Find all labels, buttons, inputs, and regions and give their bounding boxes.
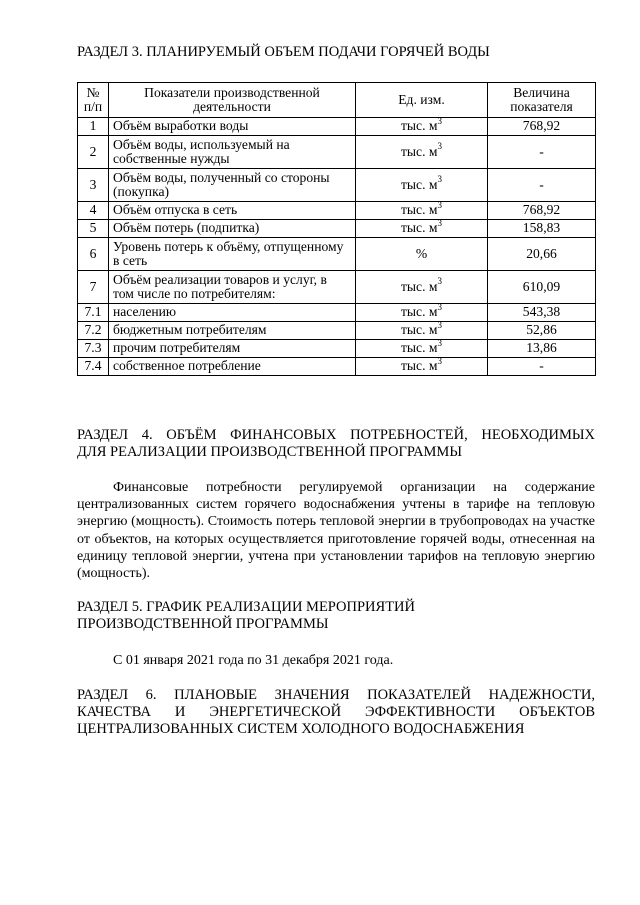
row-indicator: прочим потребителям <box>109 340 356 358</box>
row-unit: тыс. $м^3$ <box>356 340 488 358</box>
section-5-paragraph: С 01 января 2021 года по 31 декабря 2021 года. <box>113 653 394 668</box>
section-4-heading-line-2: ДЛЯ РЕАЛИЗАЦИИ ПРОИЗВОДСТВЕННОЙ ПРОГРАММЫ <box>77 444 462 460</box>
row-value: 20,66 <box>488 238 596 271</box>
section-4-paragraph: Финансовые потребности регулируемой организации на содержание централизованных систем горячего водоснабжения учтены в тарифе на тепловую энергию (мощность). Стоимость потерь тепловой энергии в трубопроводах на участке от объектов, на которых осуществляется приготовление горячей воды, отнесенная на единицу тепловой энергии, учтена при установлении тарифов на тепловую энергию (мощность). <box>77 480 595 582</box>
row-value: - <box>488 136 596 169</box>
row-indicator: Объём отпуска в сеть <box>109 202 356 220</box>
table-row <box>78 118 596 136</box>
row-value: 52,86 <box>488 322 596 340</box>
row-number: 7.4 <box>78 358 109 376</box>
row-number: 2 <box>78 136 109 169</box>
section-6-heading-line-3: ЦЕНТРАЛИЗОВАННЫХ СИСТЕМ ХОЛОДНОГО ВОДОСНАБЖЕНИЯ <box>77 721 525 737</box>
row-value: 768,92 <box>488 118 596 136</box>
row-value: - <box>488 169 596 202</box>
row-indicator: Объём выработки воды <box>109 118 356 136</box>
table-row <box>78 202 596 220</box>
header-number: № п/п <box>78 83 109 118</box>
table-row <box>78 136 596 169</box>
row-number: 7 <box>78 271 109 304</box>
row-number: 7.3 <box>78 340 109 358</box>
table-row <box>78 169 596 202</box>
section-5-heading-line-2: ПРОИЗВОДСТВЕННОЙ ПРОГРАММЫ <box>77 616 329 632</box>
table-row <box>78 220 596 238</box>
row-value: 13,86 <box>488 340 596 358</box>
row-unit: тыс. $м^3$ <box>356 220 488 238</box>
row-value: 158,83 <box>488 220 596 238</box>
row-number: 7.1 <box>78 304 109 322</box>
row-unit: тыс. $м^3$ <box>356 169 488 202</box>
section-6-heading-line-1: РАЗДЕЛ 6. ПЛАНОВЫЕ ЗНАЧЕНИЯ ПОКАЗАТЕЛЕЙ НАДЕЖНОСТИ, <box>77 687 595 703</box>
row-unit: тыс. $м^3$ <box>356 322 488 340</box>
row-number: 5 <box>78 220 109 238</box>
table-row <box>78 271 596 304</box>
row-number: 6 <box>78 238 109 271</box>
section-3-heading: РАЗДЕЛ 3. ПЛАНИРУЕМЫЙ ОБЪЕМ ПОДАЧИ ГОРЯЧЕЙ ВОДЫ <box>77 44 490 60</box>
row-value: 768,92 <box>488 202 596 220</box>
row-number: 1 <box>78 118 109 136</box>
table-row <box>78 238 596 271</box>
table-header-row <box>78 83 596 118</box>
table-row <box>78 358 596 376</box>
row-value: 610,09 <box>488 271 596 304</box>
row-unit: тыс. $м^3$ <box>356 136 488 169</box>
row-indicator: Объём потерь (подпитка) <box>109 220 356 238</box>
table-row <box>78 340 596 358</box>
table-row <box>78 304 596 322</box>
row-unit: тыс. $м^3$ <box>356 358 488 376</box>
row-indicator: населению <box>109 304 356 322</box>
row-unit: тыс. $м^3$ <box>356 304 488 322</box>
section-5-heading-line-1: РАЗДЕЛ 5. ГРАФИК РЕАЛИЗАЦИИ МЕРОПРИЯТИЙ <box>77 599 416 615</box>
row-indicator: бюджетным потребителям <box>109 322 356 340</box>
row-indicator: Объём воды, полученный со стороны (покупка) <box>109 169 356 202</box>
row-unit: тыс. $м^3$ <box>356 202 488 220</box>
row-indicator: Объём реализации товаров и услуг, в том числе по потребителям: <box>109 271 356 304</box>
row-indicator: Объём воды, используемый на собственные нужды <box>109 136 356 169</box>
row-value: - <box>488 358 596 376</box>
row-indicator: Уровень потерь к объёму, отпущенному в сеть <box>109 238 356 271</box>
row-unit: % <box>356 238 488 271</box>
section-4-heading-line-1: РАЗДЕЛ 4. ОБЪЁМ ФИНАНСОВЫХ ПОТРЕБНОСТЕЙ, НЕОБХОДИМЫХ <box>77 427 595 443</box>
row-number: 7.2 <box>78 322 109 340</box>
row-unit: тыс. $м^3$ <box>356 271 488 304</box>
row-value: 543,38 <box>488 304 596 322</box>
header-unit: Ед. изм. <box>356 83 488 118</box>
header-value: Величина показателя <box>488 83 596 118</box>
table-row <box>78 322 596 340</box>
row-number: 3 <box>78 169 109 202</box>
row-unit: тыс. $м^3$ <box>356 118 488 136</box>
header-indicator: Показатели производственной деятельности <box>109 83 356 118</box>
water-supply-table <box>77 82 596 376</box>
row-number: 4 <box>78 202 109 220</box>
row-indicator: собственное потребление <box>109 358 356 376</box>
section-6-heading-line-2: КАЧЕСТВА И ЭНЕРГЕТИЧЕСКОЙ ЭФФЕКТИВНОСТИ ОБЪЕКТОВ <box>77 704 595 720</box>
